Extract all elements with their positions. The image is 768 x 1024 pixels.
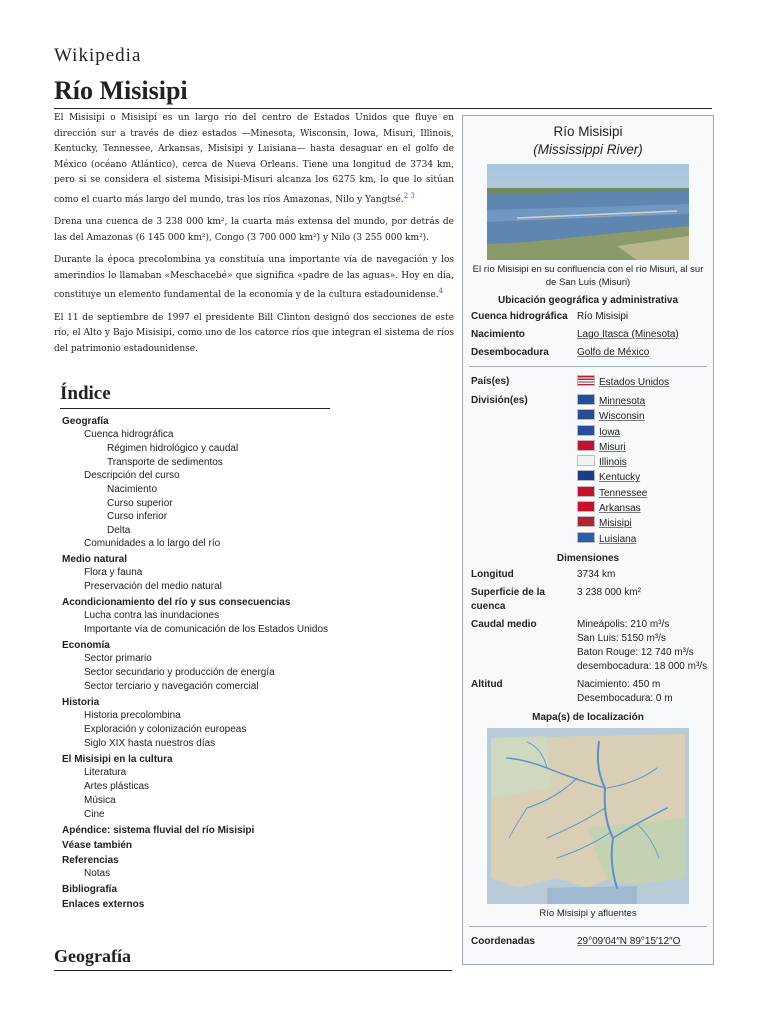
toc-item[interactable]: Curso inferior xyxy=(107,511,168,522)
row-divisiones xyxy=(463,394,713,547)
division-link[interactable]: Misisipi xyxy=(599,518,632,530)
row-caudal xyxy=(463,618,713,674)
paises-link[interactable]: Estados Unidos xyxy=(599,377,670,388)
intro-paragraph-2: Drena una cuenca de 3 238 000 km², la cuarta más extensa del mundo, por detrás de las del Amazonas (6 145 000 km²), Congo (3 700 000 km²) y Nilo (3 255 000 km²). xyxy=(54,217,454,243)
division-item xyxy=(577,455,713,470)
toc-item[interactable]: Lucha contra las inundaciones xyxy=(84,610,220,621)
state-flag-icon xyxy=(577,409,595,420)
toc-item[interactable]: Exploración y colonización europeas xyxy=(84,724,247,735)
toc-item[interactable]: Descripción del curso xyxy=(84,470,180,481)
toc-item[interactable]: Sector terciario y navegación comercial xyxy=(84,681,259,692)
state-flag-icon xyxy=(577,440,595,451)
intro-paragraph-4: El 11 de septiembre de 1997 el presidente Bill Clinton designó dos secciones de este río, el Alto y Bajo Misisipi, como uno de los catorce ríos que integran el sistema de ríos del patrimonio estadounidense. xyxy=(54,312,454,354)
caudal-label: Caudal medio xyxy=(471,618,537,630)
division-link[interactable]: Misuri xyxy=(599,441,626,453)
toc-heading: Índice xyxy=(60,383,330,409)
toc-item[interactable]: Comunidades a lo largo del río xyxy=(84,538,221,549)
row-superficie xyxy=(463,586,713,614)
desembocadura-link[interactable]: Golfo de México xyxy=(577,347,650,358)
nacimiento-label: Nacimiento xyxy=(471,329,525,340)
coordenadas-label: Coordenadas xyxy=(471,935,535,947)
toc-item[interactable]: Nacimiento xyxy=(107,484,158,495)
division-item xyxy=(577,470,713,485)
toc-item[interactable]: Transporte de sedimentos xyxy=(107,456,223,468)
paises-label: País(es) xyxy=(471,376,510,387)
state-flag-icon xyxy=(577,470,595,481)
division-link[interactable]: Tennessee xyxy=(599,487,648,499)
toc-item[interactable]: Apéndice: sistema fluvial del río Misisipi xyxy=(62,825,255,836)
division-item xyxy=(577,409,713,424)
division-link[interactable]: Wisconsin xyxy=(599,411,645,423)
longitud-value: 3734 km xyxy=(577,568,616,580)
state-flag-icon xyxy=(577,486,595,497)
toc-item[interactable]: Literatura xyxy=(84,767,127,778)
state-flag-icon xyxy=(577,501,595,512)
caudal-value: Baton Rouge: 12 740 m³/s xyxy=(577,646,694,658)
toc-item[interactable]: Flora y fauna xyxy=(84,567,143,578)
row-coordenadas xyxy=(463,935,713,949)
altitud-value: Nacimiento: 450 m xyxy=(577,678,661,690)
intro-paragraph-1: El Misisipi o Misisipí es un largo río del centro de Estados Unidos que fluye en dirección sur a través de diez estados —Minesota, Wisconsin, Iowa, Misuri, Illinois, Kentucky, Tennessee, Arkansas, Misisipi y Luisiana— hasta desaguar en el golfo de México (océano Atlántico), cerca de Nueva Orleans. Tiene una longitud de 3734 km, pero si se considera el sistema Misisipi-Misuri alcanza los 6275 km, lo que lo sitúan como el cuarto más largo del mundo, tras los ríos Amazonas, Nilo y Yangtsé.$^{2 3}$ xyxy=(54,113,454,205)
infobox-title-text: Río Misisipi xyxy=(553,124,623,139)
article-intro xyxy=(54,111,454,364)
division-item xyxy=(577,425,713,440)
reference-link[interactable]: 4 xyxy=(438,287,444,295)
toc-item[interactable]: El Misisipi en la cultura xyxy=(62,754,173,765)
division-link[interactable]: Luisiana xyxy=(599,533,637,545)
image-caption: El río Misisipi en su confluencia con el río Misuri, al sur de San Luis (Misuri) xyxy=(472,264,704,288)
toc-item[interactable]: Siglo XIX hasta nuestros días xyxy=(84,738,216,749)
toc-item[interactable]: Cuenca hidrográfica xyxy=(84,429,174,440)
division-item xyxy=(577,532,713,547)
toc-item[interactable]: Notas xyxy=(84,868,111,879)
toc-item[interactable]: Economía xyxy=(62,640,110,651)
division-link[interactable]: Iowa xyxy=(599,426,621,438)
division-item xyxy=(577,516,713,531)
table-of-contents xyxy=(62,413,442,911)
toc-item[interactable]: Véase también xyxy=(62,840,133,851)
toc-item[interactable]: Historia precolombina xyxy=(84,710,181,721)
section-dimensiones: Dimensiones xyxy=(556,552,620,564)
toc-item[interactable]: Enlaces externos xyxy=(62,899,145,910)
row-longitud xyxy=(463,568,713,582)
toc-item[interactable]: Historia xyxy=(62,697,100,708)
division-link[interactable]: Arkansas xyxy=(599,503,641,515)
division-item xyxy=(577,486,713,501)
coordenadas-link[interactable]: 29°09′04″N 89°15′12″O xyxy=(577,935,681,947)
divider xyxy=(469,926,707,927)
caudal-value: San Luis: 5150 m³/s xyxy=(577,632,666,644)
toc-item[interactable]: Cine xyxy=(84,809,105,820)
toc-item[interactable]: Referencias xyxy=(62,855,119,866)
division-label: División(es) xyxy=(471,395,528,406)
map-caption: Río Misisipi y afluentes xyxy=(539,907,637,919)
altitud-value: Desembocadura: 0 m xyxy=(577,692,673,704)
state-flag-icon xyxy=(577,532,595,543)
toc-item[interactable]: Importante vía de comunicación de los Estados Unidos xyxy=(84,624,329,635)
row-paises xyxy=(463,375,713,390)
toc-item[interactable]: Preservación del medio natural xyxy=(84,581,222,592)
wikipedia-logo[interactable]: Wikipedia xyxy=(54,45,142,66)
toc-item[interactable]: Delta xyxy=(107,524,131,536)
caudal-value: Mineápolis: 210 m³/s xyxy=(577,618,670,630)
cuenca-label: Cuenca hidrográfica xyxy=(471,311,568,322)
state-flag-icon xyxy=(577,425,595,436)
division-link[interactable]: Illinois xyxy=(599,457,627,469)
intro-paragraph-3: Durante la época precolombina ya constituía una importante vía de navegación y los amerindios lo llamaban «Meschacebé» que significa «padre de las aguas». Hoy en día, constituye un elemento fundamental de la economía y de la cultura estadounidense.$^4$ xyxy=(54,255,454,300)
toc-item[interactable]: Artes plásticas xyxy=(84,781,150,792)
division-link[interactable]: Minnesota xyxy=(599,396,646,407)
section-mapas: Mapa(s) de localización xyxy=(532,711,644,723)
divider xyxy=(469,366,707,367)
row-cuenca xyxy=(463,310,713,324)
reference-link[interactable]: 2 3 xyxy=(403,191,415,200)
page-title: Río Misisipi xyxy=(54,76,712,109)
location-map[interactable] xyxy=(487,728,689,904)
state-flag-icon xyxy=(577,394,595,405)
altitud-label: Altitud xyxy=(471,678,503,690)
section-heading-geografia: Geografía xyxy=(54,946,452,971)
division-item xyxy=(577,501,713,516)
superficie-value: 3 238 000 km² xyxy=(577,586,641,598)
toc-item[interactable]: Curso superior xyxy=(107,497,173,509)
toc-item[interactable]: Sector secundario y producción de energía xyxy=(84,667,275,678)
toc-item[interactable]: Acondicionamiento del río y sus consecuencias xyxy=(62,597,291,608)
row-altitud xyxy=(463,678,713,706)
cuenca-value: Río Misisipi xyxy=(577,311,629,322)
nacimiento-link[interactable]: Lago Itasca (Minesota) xyxy=(577,329,679,340)
river-confluence-photo[interactable] xyxy=(487,164,689,260)
state-flag-icon xyxy=(577,516,595,527)
infobox xyxy=(462,115,714,965)
us-flag-icon xyxy=(577,375,595,386)
caudal-value: desembocadura: 18 000 m³/s xyxy=(577,660,708,672)
row-desembocadura xyxy=(463,346,713,360)
toc-item[interactable]: Sector primario xyxy=(84,653,152,664)
section-ubicacion: Ubicación geográfica y administrativa xyxy=(497,295,679,306)
superficie-label: Superficie de la cuenca xyxy=(471,586,545,612)
toc-item[interactable]: Medio natural xyxy=(62,554,128,565)
toc-item[interactable]: Música xyxy=(84,795,116,806)
toc-item[interactable]: Régimen hidrológico y caudal xyxy=(107,443,239,454)
toc-item[interactable]: Geografía xyxy=(62,416,109,427)
toc-item[interactable]: Bibliografía xyxy=(62,884,118,895)
row-nacimiento xyxy=(463,328,713,342)
division-link[interactable]: Kentucky xyxy=(599,472,641,484)
longitud-label: Longitud xyxy=(471,568,514,580)
division-list xyxy=(577,394,713,547)
division-item xyxy=(577,394,713,409)
division-item xyxy=(577,440,713,455)
infobox-subtitle[interactable]: (Mississippi River) xyxy=(533,142,643,157)
desembocadura-label: Desembocadura xyxy=(471,347,549,358)
state-flag-icon xyxy=(577,455,595,466)
infobox-title xyxy=(463,123,713,159)
